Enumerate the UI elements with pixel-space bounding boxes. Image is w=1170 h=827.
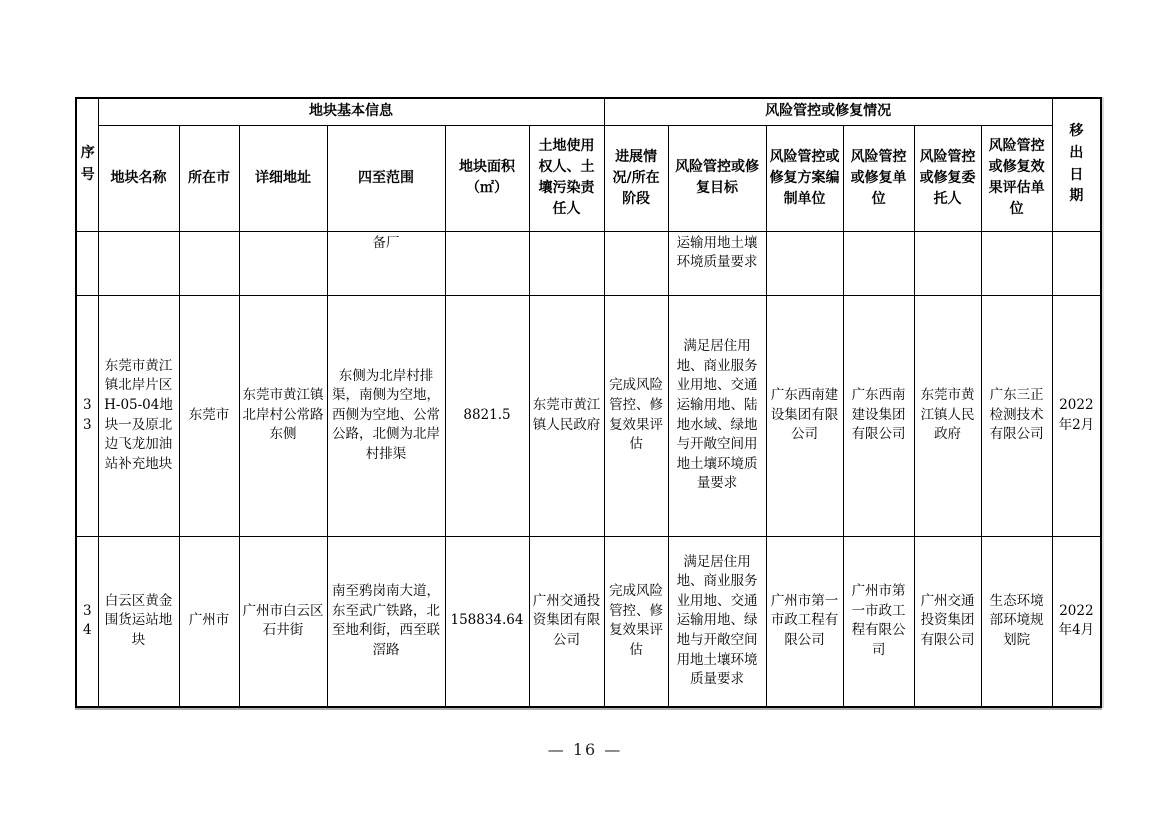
cell-assessment-unit: [981, 231, 1052, 295]
cell-land-user: 广州交通投资集团有限公司: [529, 536, 604, 707]
cell-seq: 33: [76, 295, 98, 536]
table-row-33: [76, 295, 1101, 536]
cell-progress: [604, 231, 668, 295]
header-address: 详细地址: [239, 125, 327, 231]
cell-plan-unit: 广州市第一市政工程有限公司: [766, 536, 843, 707]
table-row-continuation: [76, 231, 1101, 295]
cell-address: 广州市白云区石井街: [239, 536, 327, 707]
cell-assessment-unit: 广东三正检测技术有限公司: [981, 295, 1052, 536]
cell-city: 东莞市: [179, 295, 239, 536]
cell-address: [239, 231, 327, 295]
table-row-34: [76, 536, 1101, 707]
cell-assessment-unit: 生态环境部环境规划院: [981, 536, 1052, 707]
parcel-table: [75, 97, 1102, 708]
header-land-user: 土地使用权人、土壤污染责任人: [529, 125, 604, 231]
header-plan-unit: 风险管控或修复方案编制单位: [766, 125, 843, 231]
header-seq: 序号: [76, 98, 98, 231]
header-sub-row: [76, 125, 1101, 231]
cell-client: 广州交通投资集团有限公司: [914, 536, 981, 707]
cell-city: 广州市: [179, 536, 239, 707]
cell-area: 8821.5: [445, 295, 529, 536]
header-boundaries: 四至范围: [327, 125, 445, 231]
cell-land-user: 东莞市黄江镇人民政府: [529, 295, 604, 536]
cell-removal-date: [1052, 231, 1101, 295]
cell-boundaries: 备厂: [327, 231, 445, 295]
header-removal-date: 移出日期: [1052, 98, 1101, 231]
cell-parcel-name: 白云区黄金围货运站地块: [98, 536, 179, 707]
cell-remediation-unit: 广东西南建设集团有限公司: [843, 295, 914, 536]
cell-boundaries: 东侧为北岸村排渠，南侧为空地，西侧为空地、公常公路，北侧为北岸村排渠: [327, 295, 445, 536]
cell-removal-date: 2022年4月: [1052, 536, 1101, 707]
header-city: 所在市: [179, 125, 239, 231]
cell-parcel-name: 东莞市黄江镇北岸片区H-05-04地块一及原北边飞龙加油站补充地块: [98, 295, 179, 536]
cell-progress: 完成风险管控、修复效果评估: [604, 536, 668, 707]
header-basic-info-group: 地块基本信息: [98, 98, 604, 125]
cell-progress: 完成风险管控、修复效果评估: [604, 295, 668, 536]
cell-boundaries: 南至鸦岗南大道，东至武广铁路，北至地利街，西至联滘路: [327, 536, 445, 707]
cell-remediation-unit: [843, 231, 914, 295]
cell-plan-unit: 广东西南建设集团有限公司: [766, 295, 843, 536]
header-client: 风险管控或修复委托人: [914, 125, 981, 231]
cell-area: 158834.64: [445, 536, 529, 707]
cell-client: 东莞市黄江镇人民政府: [914, 295, 981, 536]
cell-risk-target: 满足居住用地、商业服务业用地、交通运输用地、绿地与开敞空间用地土壤环境质量要求: [668, 536, 766, 707]
header-risk-target: 风险管控或修复目标: [668, 125, 766, 231]
cell-seq: [76, 231, 98, 295]
cell-city: [179, 231, 239, 295]
header-assessment-unit: 风险管控或修复效果评估单位: [981, 125, 1052, 231]
cell-client: [914, 231, 981, 295]
page-number: — 16 —: [547, 740, 623, 759]
cell-plan-unit: [766, 231, 843, 295]
cell-address: 东莞市黄江镇北岸村公常路东侧: [239, 295, 327, 536]
header-area: 地块面积（㎡）: [445, 125, 529, 231]
cell-seq: 34: [76, 536, 98, 707]
cell-area: [445, 231, 529, 295]
cell-parcel-name: [98, 231, 179, 295]
header-remediation-unit: 风险管控或修复单位: [843, 125, 914, 231]
header-progress: 进展情况/所在阶段: [604, 125, 668, 231]
header-group-row: [76, 98, 1101, 125]
cell-risk-target: 运输用地土壤环境质量要求: [668, 231, 766, 295]
cell-land-user: [529, 231, 604, 295]
cell-risk-target: 满足居住用地、商业服务业用地、交通运输用地、陆地水域、绿地与开敞空间用地土壤环境质量要求: [668, 295, 766, 536]
header-parcel-name: 地块名称: [98, 125, 179, 231]
header-risk-group: 风险管控或修复情况: [604, 98, 1052, 125]
cell-removal-date: 2022年2月: [1052, 295, 1101, 536]
cell-remediation-unit: 广州市第一市政工程有限公司: [843, 536, 914, 707]
